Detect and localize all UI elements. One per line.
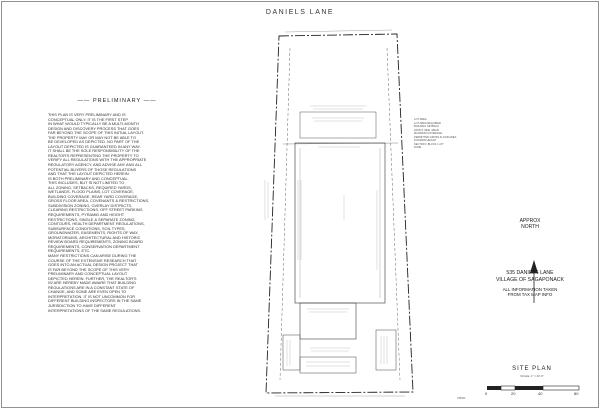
scale-bar-graphic bbox=[487, 386, 579, 390]
rear-setback-area bbox=[300, 303, 356, 339]
dash-left: —— bbox=[77, 98, 93, 104]
scale-tick-20: 20 bbox=[511, 391, 516, 396]
scale-tick-0: 0 bbox=[485, 391, 488, 396]
dash-right: —— bbox=[141, 98, 157, 104]
zoning-notes: LOT AREA LOT AREA REQUIRED BUILDING SETBACK FRONT, SIDE, REAR MAXIMUM COVERAGE PERMITTED GROSS FLOOR AREA PYRAMID HEIGHT SECTION / BLOCK / LOT ZONE bbox=[414, 118, 457, 149]
property-address: 535 DANIELS LANE VILLAGE OF SAGAPONACK bbox=[495, 270, 565, 283]
west-setback-line bbox=[280, 48, 290, 380]
bottom-box bbox=[300, 357, 356, 373]
annotation-strokes bbox=[306, 106, 366, 366]
building-envelope bbox=[295, 143, 385, 303]
preliminary-heading: —— PRELIMINARY —— bbox=[77, 98, 157, 104]
scale-text: SCALE: 1" = 20'-0" bbox=[520, 374, 544, 378]
site-plan-title: SITE PLAN bbox=[512, 366, 552, 372]
road-name: DANIELS LANE bbox=[265, 9, 335, 16]
title-block bbox=[470, 218, 590, 298]
north-label: APPROX NORTH bbox=[519, 218, 541, 230]
date-label: 7/8/20 bbox=[457, 396, 466, 400]
lower-left-box bbox=[283, 335, 300, 370]
preliminary-notice: THIS PLAN IS VERY PRELIMINARY AND IS CONCEPTUAL ONLY. IT IS THE FIRST STEP IN WHAT WOULD TYPICALLY BE A MULTI-MONTH DESIGN AND DISCOVERY PROCESS THAT GOES FAR BEYOND THE SCOPE OF THIS INITIAL LAYOUT. THE PROPERTY MAY OR MAY NOT BE ABLE TO BE DEVELOPED AS DEPICTED. NO PART OF THE LAYOUT DEPICTED IS GUARANTEED IN ANY WAY. IT SHALL BE THE SOLE RESPONSIBILITY OF THE REALTOR'S REPRESENTING THE PROPERTY TO VERIFY ALL REGULATIONS WITH THE APPROPRIATE REGULATORY AGENCY, AND ADVISE ANY AND ALL POTENTIAL BUYERS OF THOSE REGULATIONS AND THAT THE LAYOUT DEPICTED HEREIN IS BOTH PRELIMINARY AND CONCEPTUAL. THIS INCLUDES, BUT IS NOT LIMITED TO ALL ZONING, SETBACKS, REQUIRED YARDS, WETLANDS, FLOOD PLAINS, LOT COVERAGE, BUILDING COVERAGE, REAR YARD COVERAGE, GROSS FLOOR AREA, COVENANTS & RESTRICTIONS, SUBDIVISION ZONING, OVERLAY DISTRICTS, CLEARING RESTRICTIONS, OFF STREET PARKING REQUIREMENTS, PYRAMID AND HEIGHT RESTRICTIONS, SINGLE & SEPARATE ZONING, CONTOURS, HEALTH DEPARTMENT REGULATIONS, SUBSURFACE CONDITIONS, SOIL TYPES, GROUNDWATER, EASEMENTS, RIGHTS OF WAY, MORATORIUMS, ARCHITECTURAL AND HISTORIC REVIEW BOARD REQUIREMENTS, ZONING BOARD REQUIREMENTS, CONSERVATION DEPARTMENT REQUIREMENTS, ETC. MANY RESTRICTIONS CAN ARISE DURING THE COURSE OF THE EXTENSIVE RESEARCH THAT GOES INTO AN ACTUAL DESIGN PROJECT THAT IS FAR BEYOND THE SCOPE OF THIS VERY PRELIMINARY AND CONCEPTUAL LAYOUT DEPICTED HEREIN. FURTHER, THE REALTOR'S IS/ ARE HEREBY MADE AWARE THAT BUILDING REGULATIONS ARE IN A CONSTANT STATE OF CHANGE, AND SOME ARE EVEN OPEN TO INTERPRETATION. IT IS NOT UNCOMMON FOR DIFFERENT BUILDING INSPECTORS IN THE SAME JURISDICTION TO HAVE DIFFERENT INTERPRETATIONS OF THE SAME REGULATIONS. bbox=[48, 112, 150, 313]
scale-tick-80: 80 bbox=[574, 391, 579, 396]
lower-right-box bbox=[376, 330, 396, 370]
front-line-dimension bbox=[285, 30, 392, 32]
info-source: ALL INFORMATION TAKEN FROM TAX MAP INFO bbox=[502, 286, 558, 298]
front-setback-area bbox=[300, 112, 376, 138]
scale-tick-40: 40 bbox=[538, 391, 543, 396]
